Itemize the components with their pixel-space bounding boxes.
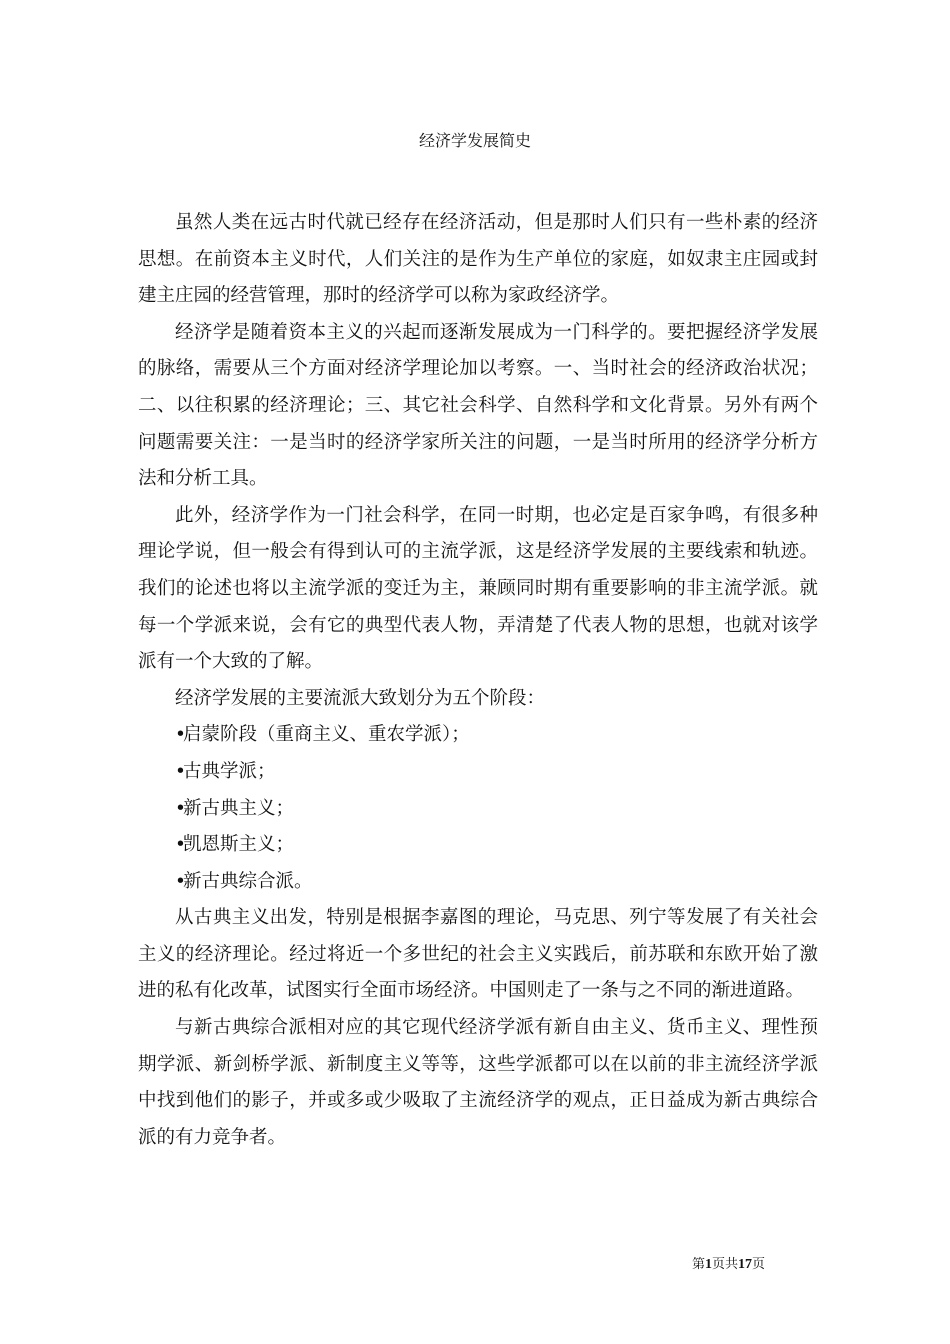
current-page: 1	[705, 1257, 713, 1272]
paragraph: 经济学发展的主要流派大致划分为五个阶段：	[175, 687, 546, 709]
paragraph: 从古典主义出发，特别是根据李嘉图的理论，马克思、列宁等发展了有关社会主义的经济理论。经过将近一个多世纪的社会主义实践后，前苏联和东欧开始了激进的私有化改革，试图实行全面市场经济。中国则走了一条与之不同的渐进道路。	[138, 907, 818, 1002]
paragraph: 虽然人类在远古时代就已经存在经济活动，但是那时人们只有一些朴素的经济思想。在前资本主义时代，人们关注的是作为生产单位的家庭，如奴隶主庄园或封建主庄园的经营管理，那时的经济学可以称为家政经济学。	[138, 212, 818, 307]
list-item-text: 凯恩斯主义；	[183, 834, 295, 856]
document-title: 经济学发展简史	[418, 131, 531, 150]
total-pages: 17	[738, 1257, 753, 1272]
bullet-icon: •	[175, 797, 186, 819]
bullet-icon: •	[175, 760, 186, 782]
list-item	[138, 827, 818, 864]
list-item	[138, 864, 818, 901]
bullet-icon: •	[175, 724, 186, 746]
bullet-icon: •	[175, 834, 186, 856]
paragraph: 此外，经济学作为一门社会科学，在同一时期，也必定是百家争鸣，有很多种理论学说，但一般会有得到认可的主流学派，这是经济学发展的主要线索和轨迹。我们的论述也将以主流学派的变迁为主，兼顾同时期有重要影响的非主流学派。就每一个学派来说，会有它的典型代表人物，弄清楚了代表人物的思想，也就对该学派有一个大致的了解。	[138, 504, 818, 673]
page-number-suffix: 页	[752, 1257, 766, 1272]
list-item-text: 新古典主义；	[183, 797, 295, 819]
paragraph: 与新古典综合派相对应的其它现代经济学派有新自由主义、货币主义、理性预期学派、新剑桥学派、新制度主义等等，这些学派都可以在以前的非主流经济学派中找到他们的影子，并或多或少吸取了主流经济学的观点，正日益成为新古典综合派的有力竞争者。	[138, 1017, 818, 1148]
list-item-text: 古典学派；	[183, 760, 276, 782]
stage-list	[138, 717, 818, 900]
page-number-middle: 页共	[712, 1257, 739, 1272]
list-item	[138, 754, 818, 791]
list-item-text: 新古典综合派。	[183, 870, 313, 892]
list-item	[138, 717, 818, 754]
list-item	[138, 791, 818, 828]
bullet-icon: •	[175, 870, 186, 892]
paragraph: 经济学是随着资本主义的兴起而逐渐发展成为一门科学的。要把握经济学发展的脉络，需要从三个方面对经济学理论加以考察。一、当时社会的经济政治状况；二、以往积累的经济理论；三、其它社会科学、自然科学和文化背景。另外有两个问题需要关注：一是当时的经济学家所关注的问题，一是当时所用的经济学分析方法和分析工具。	[138, 321, 818, 490]
page-number	[692, 1256, 765, 1274]
document-body	[138, 205, 818, 1156]
list-item-text: 启蒙阶段（重商主义、重农学派）；	[183, 724, 470, 746]
page-number-prefix: 第	[692, 1257, 706, 1272]
